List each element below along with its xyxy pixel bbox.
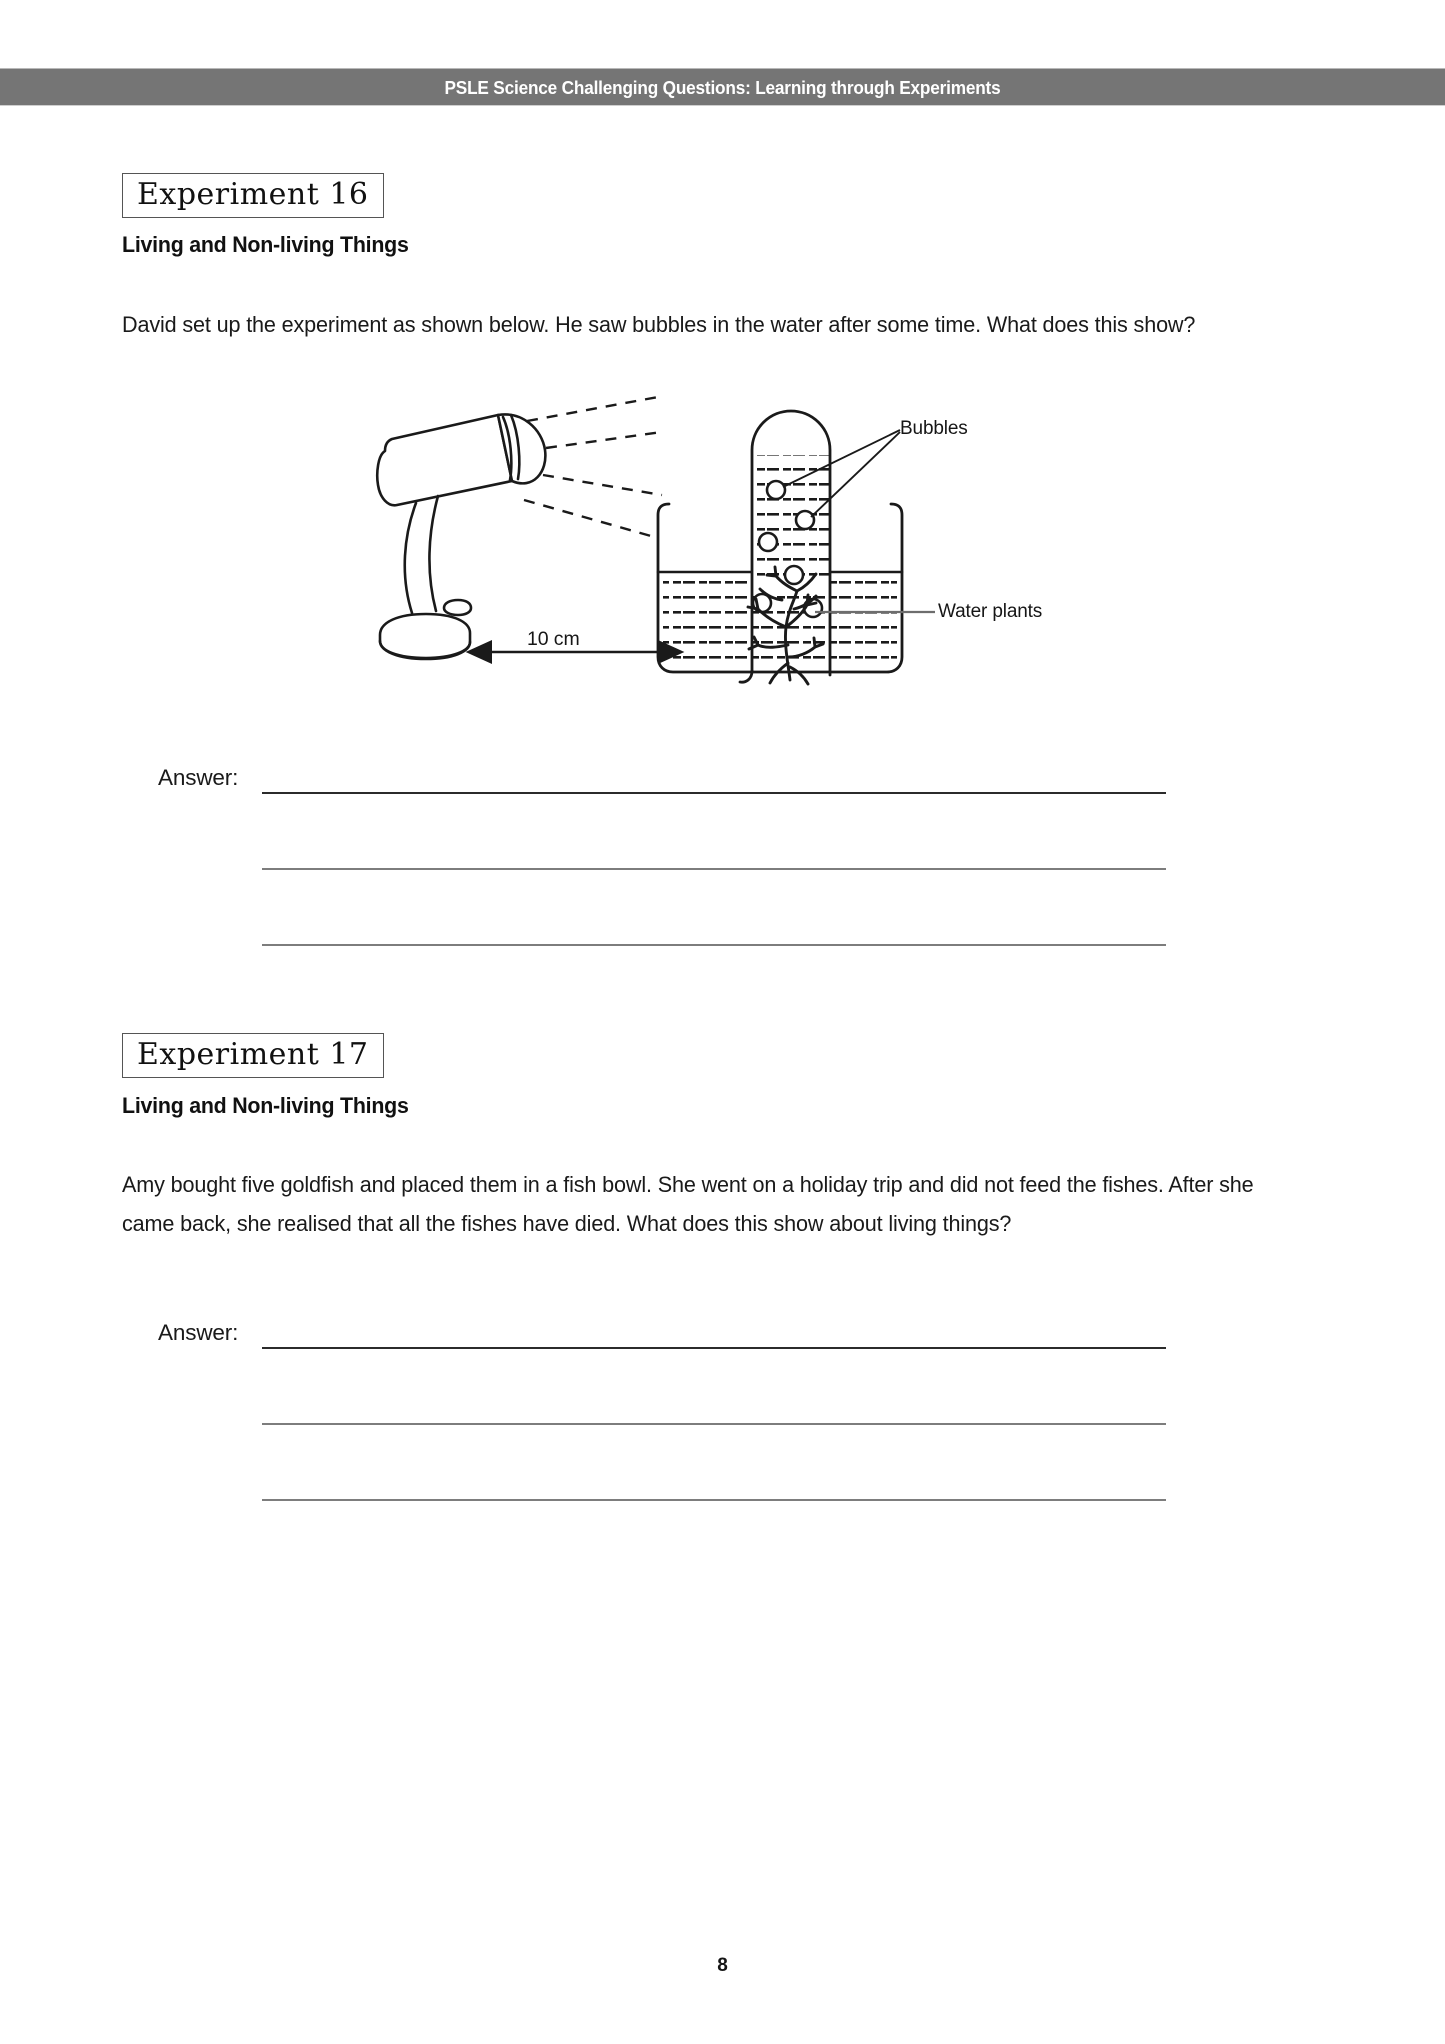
desk-lamp xyxy=(377,414,545,659)
experiment-tag-16: Experiment 16 xyxy=(122,173,384,218)
experiment-tag-17: Experiment 17 xyxy=(122,1033,384,1078)
experiment-topic-16: Living and Non-living Things xyxy=(122,232,409,257)
running-header-title: PSLE Science Challenging Questions: Learning through Experiments xyxy=(444,77,1001,98)
answer-rule-17-3[interactable] xyxy=(262,1499,1166,1501)
answer-rule-16-3[interactable] xyxy=(262,944,1166,946)
answer-rule-17-2[interactable] xyxy=(262,1423,1166,1425)
diagram-label-bubbles: Bubbles xyxy=(900,418,968,439)
diagram-label-distance: 10 cm xyxy=(527,628,580,650)
running-header-bar xyxy=(0,68,1445,106)
beaker-water xyxy=(663,572,897,667)
answer-label-17: Answer: xyxy=(158,1320,239,1345)
experiment-diagram-16 xyxy=(370,395,1043,695)
question-text-17-content: Amy bought five goldfish and placed them in a fish bowl. She went on a holiday trip and did not feed the fishes. After she came back, she realised that all the fishes have died. What does this show about living things? xyxy=(122,1172,1254,1236)
answer-rule-16-1[interactable] xyxy=(262,792,1166,794)
page-number: 8 xyxy=(717,1955,728,1976)
experiment-topic-17: Living and Non-living Things xyxy=(122,1093,409,1118)
question-text-16-content: David set up the experiment as shown below. He saw bubbles in the water after some time. What does this show? xyxy=(122,312,1196,337)
answer-rule-17-1[interactable] xyxy=(262,1347,1166,1349)
diagram-label-water-plants: Water plants xyxy=(938,601,1043,622)
question-text-17 xyxy=(122,1165,1337,1243)
answer-rule-16-2[interactable] xyxy=(262,868,1166,870)
question-text-16 xyxy=(122,305,1312,344)
answer-label-16: Answer: xyxy=(158,765,239,790)
